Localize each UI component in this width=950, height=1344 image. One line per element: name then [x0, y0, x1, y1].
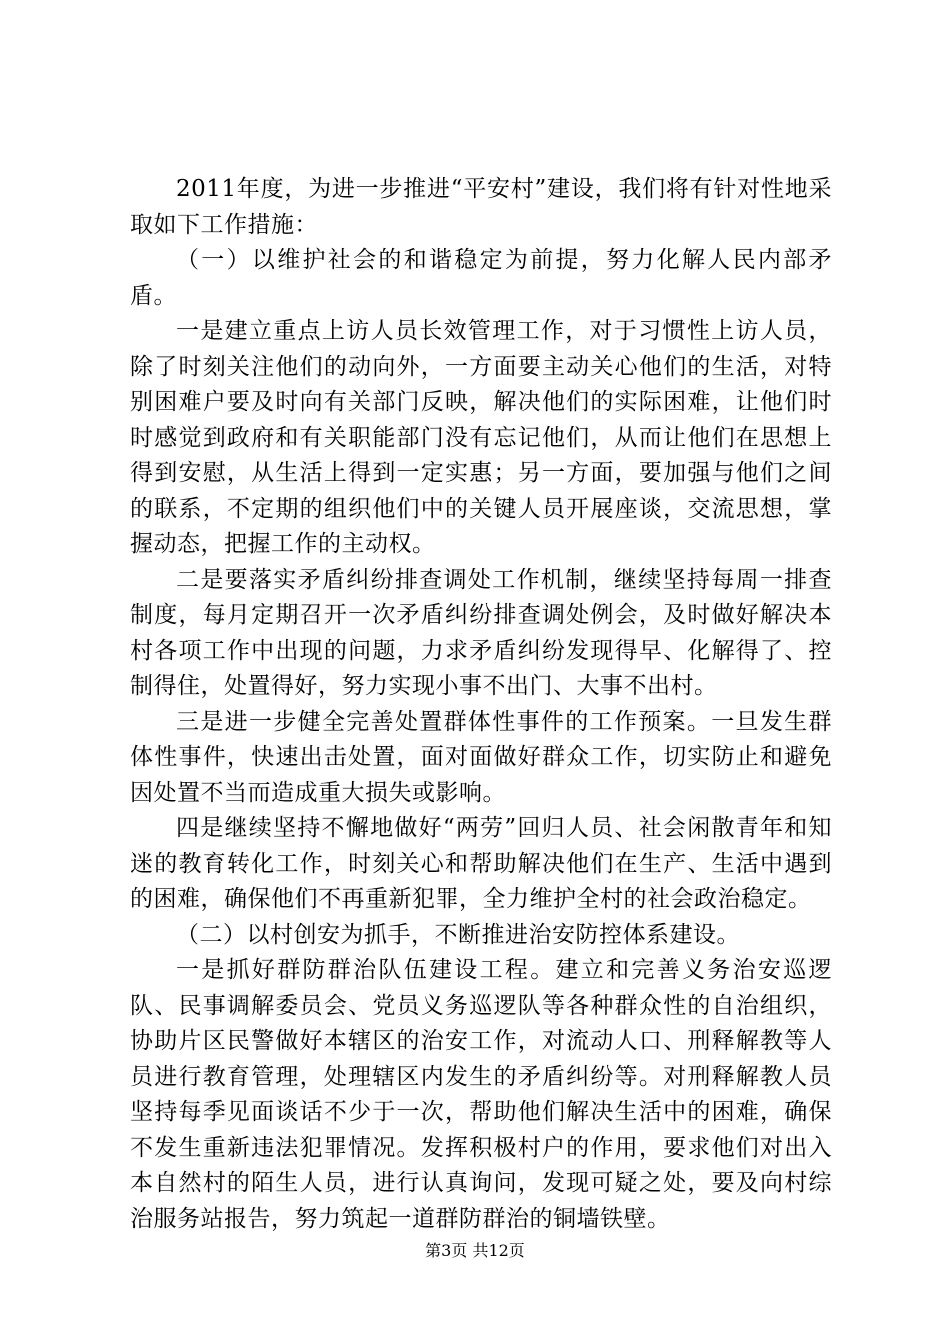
paragraph-1-1: 一是建立重点上访人员长效管理工作，对于习惯性上访人员，除了时刻关注他们的动向外，一方面要主动关心他们的生活，对特别困难户要及时向有关部门反映，解决他们的实际困难，让他们时时感觉到政府和有关职能部门没有忘记他们，从而让他们在思想上得到安慰，从生活上得到一定实惠；另一方面，要加强与他们之间的联系，不定期的组织他们中的关键人员开展座谈，交流思想，掌握动态，把握工作的主动权。: [130, 318, 832, 557]
paragraph-2-1: 一是抓好群防群治队伍建设工程。建立和完善义务治安巡逻队、民事调解委员会、党员义务巡逻队等各种群众性的自治组织，协助片区民警做好本辖区的治安工作，对流动人口、刑释解教等人员进行教育管理，处理辖区内发生的矛盾纠纷等。对刑释解教人员坚持每季见面谈话不少于一次，帮助他们解决生活中的困难，确保不发生重新违法犯罪情况。发挥积极村户的作用，要求他们对出入本自然村的陌生人员，进行认真询问，发现可疑之处，要及向村综治服务站报告，努力筑起一道群防群治的铜墙铁壁。: [130, 957, 832, 1232]
paragraph-1-3: 三是进一步健全完善处置群体性事件的工作预案。一旦发生群体性事件，快速出击处置，面对面做好群众工作，切实防止和避免因处置不当而造成重大损失或影响。: [130, 708, 832, 806]
paragraph-intro: 2011年度，为进一步推进“平安村”建设，我们将有针对性地采取如下工作措施：: [130, 176, 832, 238]
page-footer: 第3页 共12页: [425, 1241, 525, 1260]
section-heading-2: （二）以村创安为抓手，不断推进治安防控体系建设。: [176, 921, 740, 948]
document-body: [130, 172, 832, 1237]
paragraph-1-2: 二是要落实矛盾纠纷排查调处工作机制，继续坚持每周一排查制度，每月定期召开一次矛盾纠纷排查调处例会，及时做好解决本村各项工作中出现的问题，力求矛盾纠纷发现得早、化解得了、控制得住，处置得好，努力实现小事不出门、大事不出村。: [130, 566, 832, 699]
section-heading-1: （一）以维护社会的和谐稳定为前提，努力化解人民内部矛盾。: [130, 247, 832, 309]
paragraph-1-4: 四是继续坚持不懈地做好“两劳”回归人员、社会闲散青年和知迷的教育转化工作，时刻关心和帮助解决他们在生产、生活中遇到的困难，确保他们不再重新犯罪，全力维护全村的社会政治稳定。: [130, 815, 832, 912]
